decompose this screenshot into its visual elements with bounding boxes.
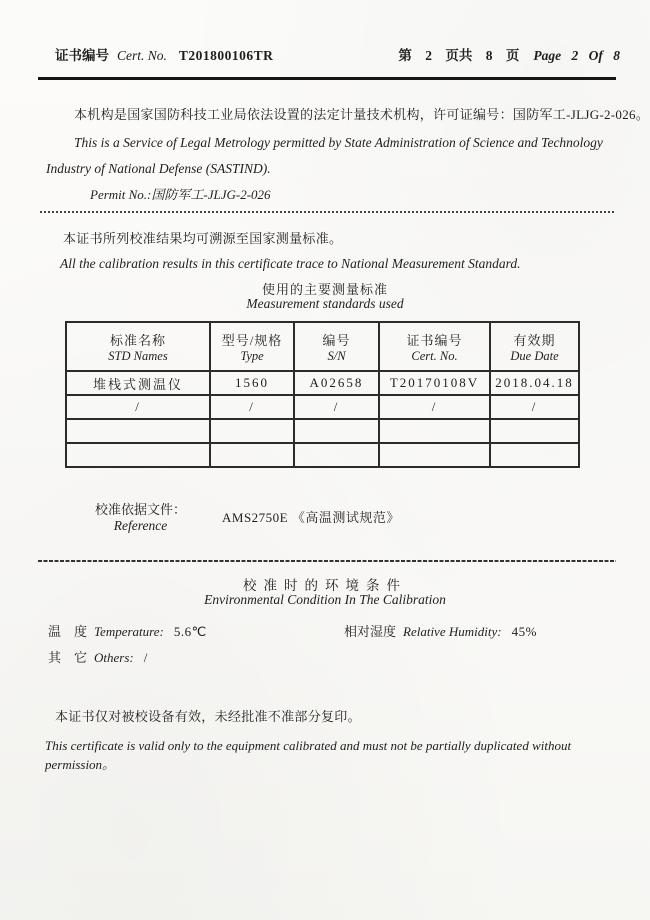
- humidity-label-zh: 相对湿度: [344, 624, 397, 639]
- measurement-standards-table: [65, 321, 580, 468]
- table-cell: 堆栈式测温仪: [66, 371, 210, 395]
- header-sn-en: S/N: [327, 348, 346, 363]
- table-cell: [490, 443, 579, 467]
- table-cell: /: [490, 395, 579, 419]
- header-cert-no-zh: 证书编号: [406, 332, 463, 348]
- header-type-zh: 型号/规格: [221, 332, 283, 348]
- humidity-field: [344, 621, 537, 640]
- table-row: [66, 419, 579, 443]
- header-std-names-en: STD Names: [108, 348, 168, 363]
- header-type-en: Type: [240, 348, 264, 363]
- table-row: [66, 371, 579, 395]
- traceability-statement-zh: 本证书所列校准结果均可溯源至国家测量标准。: [63, 231, 343, 246]
- table-cell: [294, 419, 379, 443]
- table-header-due-date: [490, 322, 579, 371]
- standards-title-en: Measurement standards used: [246, 296, 404, 311]
- header-sn-zh: 编号: [322, 332, 351, 348]
- environment-title-en: Environmental Condition In The Calibration: [204, 592, 446, 607]
- table-cell: /: [379, 395, 490, 419]
- table-row: [66, 443, 579, 467]
- page-number-en: Page 2 Of 8: [533, 48, 620, 63]
- others-label-zh: 其 它: [48, 650, 88, 665]
- others-value: /: [143, 650, 148, 665]
- permit-number: Permit No.:国防军工-JLJG-2-026: [90, 187, 271, 202]
- table-cell: /: [66, 395, 210, 419]
- table-cell: /: [210, 395, 294, 419]
- legal-statement-zh: 本机构是国家国防科技工业局依法设置的法定计量技术机构，许可证编号：国防军工-JLJG-2-026。: [74, 107, 650, 122]
- reference-label-zh: 校准依据文件：: [95, 502, 187, 517]
- reference-value: AMS2750E 《高温测试规范》: [222, 510, 400, 525]
- cert-no-value: T201800106TR: [178, 48, 274, 63]
- temperature-label-zh: 温 度: [48, 624, 88, 639]
- environment-title-zh: 校准时的环境条件: [243, 578, 407, 593]
- validity-statement-zh: 本证书仅对被校设备有效，未经批准不准部分复印。: [55, 709, 361, 724]
- temperature-field: [48, 621, 207, 640]
- traceability-statement-en: All the calibration results in this certificate trace to National Measurement Standard.: [60, 256, 521, 271]
- table-cell: 2018.04.18: [490, 371, 579, 395]
- others-field: [48, 647, 148, 666]
- legal-statement-en: This is a Service of Legal Metrology permitted by State Administration of Science and Technology Industry of National Defense (SASTIND).: [46, 135, 603, 176]
- table-cell: [379, 443, 490, 467]
- page-number-zh: 第 2 页共 8 页: [398, 48, 520, 63]
- table-cell: /: [294, 395, 379, 419]
- table-row: [66, 395, 579, 419]
- header-due-date-en: Due Date: [510, 348, 559, 363]
- table-header-sn: [294, 322, 379, 371]
- table-cell: [210, 443, 294, 467]
- standards-title-zh: 使用的主要测量标准: [261, 282, 388, 297]
- table-header-type: [210, 322, 294, 371]
- table-cell: [66, 419, 210, 443]
- dotted-divider-line: [40, 211, 614, 213]
- table-cell: [66, 443, 210, 467]
- reference-label: [95, 499, 186, 534]
- dashed-divider-line: [38, 560, 616, 562]
- header-divider-line: [38, 77, 616, 80]
- table-cell: [490, 419, 579, 443]
- header-cert-no-en: Cert. No.: [411, 348, 458, 363]
- reference-label-en: Reference: [113, 518, 168, 533]
- table-header-std-names: [66, 322, 210, 371]
- temperature-value: 5.6℃: [173, 624, 207, 639]
- table-cell: T20170108V: [379, 371, 490, 395]
- cert-no-label-en: Cert. No.: [117, 48, 167, 63]
- table-header-row: [66, 322, 579, 371]
- table-cell: [294, 443, 379, 467]
- header-due-date-zh: 有效期: [513, 332, 556, 348]
- others-label-en: Others:: [94, 650, 134, 665]
- table-cell: 1560: [210, 371, 294, 395]
- humidity-value: 45%: [511, 624, 537, 639]
- humidity-label-en: Relative Humidity:: [403, 624, 502, 639]
- table-cell: [379, 419, 490, 443]
- validity-statement-en: This certificate is valid only to the equipment calibrated and must not be partially duplicated without permission。: [45, 738, 572, 772]
- header-std-names-zh: 标准名称: [109, 332, 166, 348]
- cert-number-group: [55, 44, 273, 64]
- table-cell: [210, 419, 294, 443]
- cert-no-label-zh: 证书编号: [55, 48, 109, 63]
- table-header-cert-no: [379, 322, 490, 371]
- page-header: [55, 44, 620, 64]
- table-cell: A02658: [294, 371, 379, 395]
- temperature-label-en: Temperature:: [94, 624, 164, 639]
- page-number-group: [398, 44, 620, 64]
